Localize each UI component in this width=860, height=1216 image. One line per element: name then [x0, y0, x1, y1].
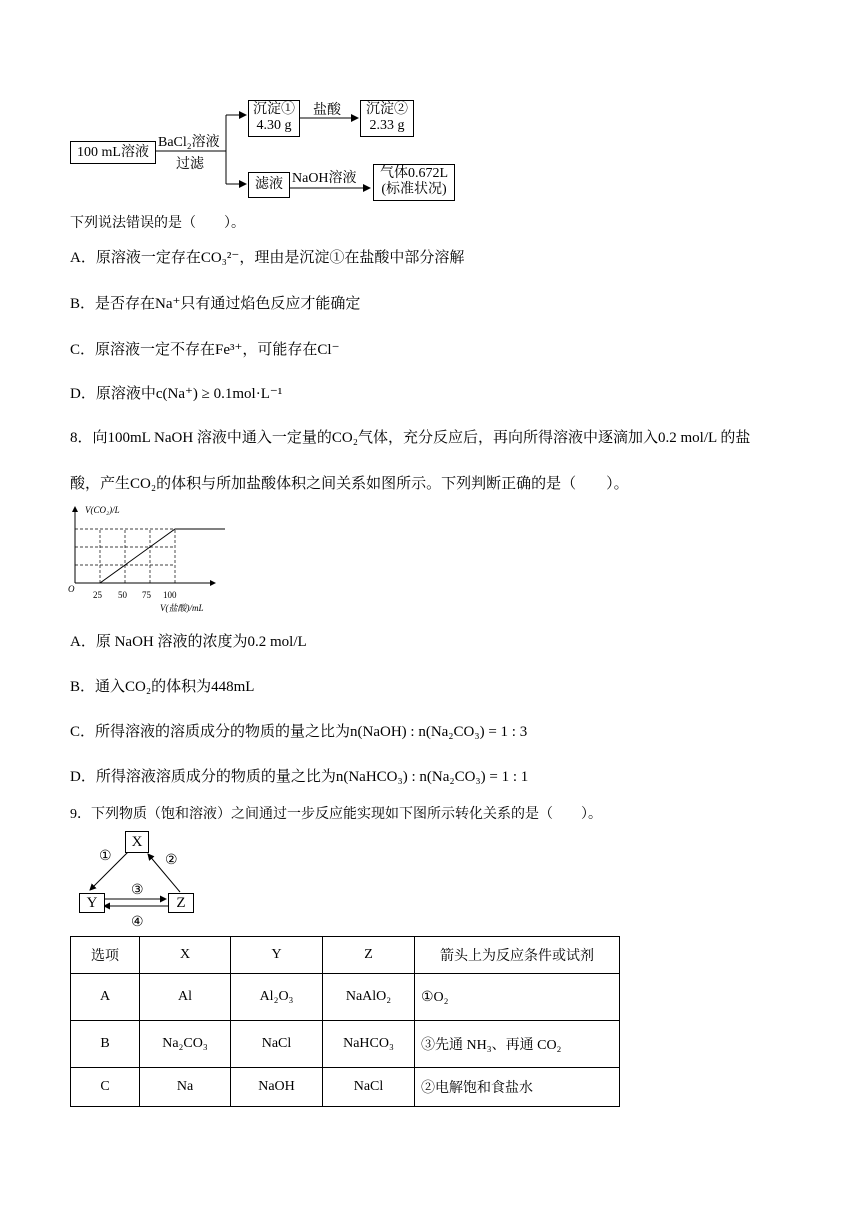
precipitate1-box	[248, 100, 300, 137]
precipitate1-label: 沉淀①	[253, 102, 295, 117]
precipitate2-box	[360, 100, 414, 137]
q7-option-b: B．是否存在Na⁺只有通过焰色反应才能确定	[70, 296, 361, 312]
cell-z: NaAlO₂	[323, 974, 415, 1021]
node-z: Z	[168, 893, 194, 913]
q7-stem: 下列说法错误的是（ ）。	[70, 216, 245, 231]
gas-condition: (标准状况)	[381, 182, 447, 197]
arrow-4-label: ④	[131, 915, 144, 930]
table-header-row	[71, 937, 620, 974]
cell-z: NaCl	[323, 1068, 415, 1107]
arrow-1-label: ①	[99, 849, 112, 864]
cell-conditions: ②电解饱和食盐水	[415, 1068, 620, 1107]
cell-conditions: ③先通 NH₃、再通 CO₂	[415, 1021, 620, 1068]
q8-option-c: C．所得溶液的溶质成分的物质的量之比为n(NaOH) : n(Na₂CO₃) = 1 : 3	[70, 724, 528, 740]
q8-option-b: B．通入CO₂的体积为448mL	[70, 679, 255, 695]
y-axis-label: V(CO₂)/L	[85, 505, 120, 515]
gas-box	[373, 164, 455, 201]
x-tick-100: 100	[163, 590, 177, 600]
q8-option-d: D．所得溶液溶质成分的物质的量之比为n(NaHCO₃) : n(Na₂CO₃) = 1 : 1	[70, 769, 529, 785]
chart-grid	[75, 529, 175, 583]
acid-label: 盐酸	[313, 103, 341, 118]
precipitate2-mass: 2.33 g	[369, 118, 405, 133]
cell-option: A	[71, 974, 140, 1021]
table-row	[71, 1021, 620, 1068]
cell-x: Na₂CO₃	[140, 1021, 231, 1068]
x-tick-75: 75	[142, 590, 151, 600]
node-y: Y	[79, 893, 105, 913]
cell-x: Na	[140, 1068, 231, 1107]
header-y: Y	[231, 937, 323, 974]
header-z: Z	[323, 937, 415, 974]
cell-x: Al	[140, 974, 231, 1021]
header-conditions: 箭头上为反应条件或试剂	[415, 937, 620, 974]
cell-option: C	[71, 1068, 140, 1107]
header-option: 选项	[71, 937, 140, 974]
reagent1-label: BaCl₂溶液	[158, 135, 220, 150]
cell-y: Al₂O₃	[231, 974, 323, 1021]
header-x: X	[140, 937, 231, 974]
q8-stem-line2: 酸，产生CO₂的体积与所加盐酸体积之间关系如图所示。下列判断正确的是（ ）。	[70, 476, 629, 492]
q9-stem: 9．下列物质（饱和溶液）之间通过一步反应能实现如下图所示转化关系的是（ ）。	[70, 807, 602, 822]
q8-option-a: A．原 NaOH 溶液的浓度为0.2 mol/L	[70, 634, 307, 650]
q7-option-d: D．原溶液中c(Na⁺) ≥ 0.1mol·L⁻¹	[70, 386, 283, 402]
cell-conditions: ①O₂	[415, 974, 620, 1021]
filtrate-box: 滤液	[248, 172, 290, 198]
arrow-2-label: ②	[165, 853, 178, 868]
origin-label: O	[68, 584, 75, 594]
cell-option: B	[71, 1021, 140, 1068]
x-tick-25: 25	[93, 590, 102, 600]
filter-label: 过滤	[176, 157, 204, 172]
start-box: 100 mL溶液	[70, 141, 156, 164]
x-axis-label: V(盐酸)/mL	[160, 603, 204, 613]
q7-option-c: C．原溶液一定不存在Fe³⁺，可能存在Cl⁻	[70, 342, 340, 358]
co2-series-line	[100, 529, 225, 583]
table-row	[71, 974, 620, 1021]
precipitate2-label: 沉淀②	[366, 102, 408, 117]
arrow-3-label: ③	[131, 883, 144, 898]
table-row	[71, 1068, 620, 1107]
cell-y: NaCl	[231, 1021, 323, 1068]
xyz-arrows	[70, 826, 270, 936]
reagent2-label: NaOH溶液	[292, 171, 357, 186]
cell-y: NaOH	[231, 1068, 323, 1107]
cell-z: NaHCO₃	[323, 1021, 415, 1068]
q7-option-a: A．原溶液一定存在CO₃²⁻，理由是沉淀①在盐酸中部分溶解	[70, 250, 465, 266]
q8-stem-line1: 8．向100mL NaOH 溶液中通入一定量的CO₂气体，充分反应后，再向所得溶液中逐滴加入0.2 mol/L 的盐	[70, 430, 751, 446]
precipitate1-mass: 4.30 g	[256, 118, 292, 133]
x-tick-50: 50	[118, 590, 127, 600]
node-x: X	[125, 831, 149, 853]
gas-volume: 气体0.672L	[379, 166, 449, 181]
options-table	[70, 936, 620, 1107]
